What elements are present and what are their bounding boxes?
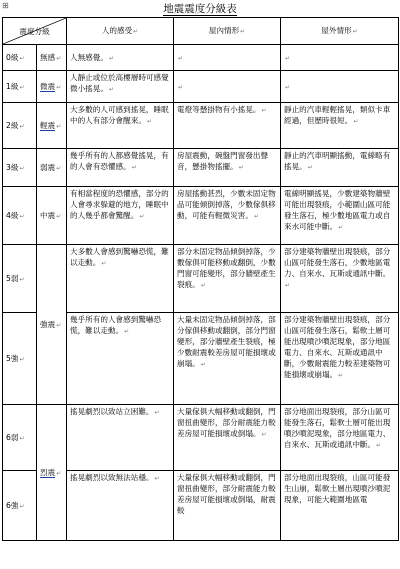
human-cell: 有相當程度的恐懼感，部分的人會尋求躲避的地方，睡眠中的人幾乎都會驚醒。↵ <box>67 187 174 245</box>
header-scale: 震度分級 <box>19 26 50 36</box>
table-row <box>3 103 399 149</box>
outdoor-cell: ↵ <box>281 45 399 71</box>
category-cell: 微震↵ <box>37 71 67 103</box>
category-cell: 烈震↵ <box>37 405 67 541</box>
human-cell: 搖晃劇烈以致無法站穩。↵ <box>67 471 174 541</box>
indoor-cell: ↵ <box>174 71 281 103</box>
page-corner-mark: ⊞ <box>2 1 9 10</box>
category-cell: 輕震↵ <box>37 103 67 149</box>
level-cell: 0級↵ <box>3 45 37 71</box>
outdoor-cell: 靜止的汽車輕輕搖晃，類似卡車經過，但歷時很短。↵ <box>281 103 399 149</box>
outdoor-cell: 靜止的汽車明顯搖動，電線略有搖晃。↵ <box>281 149 399 187</box>
human-cell: 搖晃劇烈以致站立困難。↵ <box>67 405 174 471</box>
table-row <box>3 245 399 313</box>
level-cell: 5弱↵ <box>3 245 37 313</box>
indoor-cell: 房屋搖動甚烈，少數未固定物品可能傾倒掉落，少數傢俱移動，可能有輕微災害。↵ <box>174 187 281 245</box>
category-cell: 弱震↵ <box>37 149 67 187</box>
level-cell: 6弱↵ <box>3 405 37 471</box>
indoor-cell: 大量傢俱大幅移動或翻倒，門窗扭曲變形，部分耐震能力較差房屋可能損壞或倒塌。↵ <box>174 405 281 471</box>
category-cell: 強震↵ <box>37 245 67 405</box>
indoor-cell: 房屋震動，碗盤門窗發出聲音，懸掛物搖擺。↵ <box>174 149 281 187</box>
human-cell: 幾乎所有的人會感到驚嚇恐慌，難以走動。↵ <box>67 313 174 405</box>
table-row <box>3 405 399 471</box>
indoor-cell: ↵ <box>174 45 281 71</box>
indoor-cell: 電燈等懸掛物有小搖晃。↵ <box>174 103 281 149</box>
category-cell: 中震↵ <box>37 187 67 245</box>
human-cell: 人無感覺。↵ <box>67 45 174 71</box>
category-cell: 無感↵ <box>37 45 67 71</box>
table-row <box>3 71 399 103</box>
header-human: 人的感受↵ <box>67 18 174 45</box>
level-cell: 2級↵ <box>3 103 37 149</box>
intensity-table <box>2 17 399 541</box>
table-row <box>3 45 399 71</box>
header-outdoor: 屋外情形↵ <box>281 18 399 45</box>
table-row <box>3 187 399 245</box>
outdoor-cell: 電線明顯搖晃，少數建築物牆壁可能出現裂痕，小範圍山區可能發生落石，極少數地區電力或自來水可能中斷。↵ <box>281 187 399 245</box>
outdoor-cell: 部分建築物牆壁出現裂痕，部分山區可能發生落石，少數地區電力、自來水、瓦斯或通訊中斷。↵ <box>281 245 399 313</box>
header-indoor: 屋內情形↵ <box>174 18 281 45</box>
outdoor-cell: 部分地面出現裂痕，部分山區可能發生落石，鬆軟土層可能出現噴沙噴泥現象，部分地區電力、自來水、瓦斯或通訊中斷。↵ <box>281 405 399 471</box>
header-scale-cell <box>3 18 67 45</box>
level-cell: 5強↵ <box>3 313 37 405</box>
human-cell: 大多數的人可感到搖晃，睡眠中的人有部分會醒來。↵ <box>67 103 174 149</box>
level-cell: 4級↵ <box>3 187 37 245</box>
outdoor-cell: 部分建築物牆壁出現裂痕，部分山區可能發生落石，鬆軟土層可能出現噴沙噴泥現象，部分地區電力、自來水、瓦斯或通訊中斷，少數耐震能力較差建築物可能損壞或崩塌。↵ <box>281 313 399 405</box>
human-cell: 幾乎所有的人都感覺搖晃，有的人會有恐懼感。↵ <box>67 149 174 187</box>
page-title: 地震震度分級表 <box>163 3 237 15</box>
level-cell: 1級↵ <box>3 71 37 103</box>
outdoor-cell: ↵ <box>281 71 399 103</box>
indoor-cell: 大量未固定物品傾倒掉落，部分傢俱移動或翻倒，部分門窗變形，部分牆壁產生裂痕，極少數耐震較差房屋可能損壞或崩塌。↵ <box>174 313 281 405</box>
human-cell: 人靜止或位於高樓層時可感覺微小搖晃。↵ <box>67 71 174 103</box>
level-cell: 6強↵ <box>3 471 37 541</box>
human-cell: 大多數人會感到驚嚇恐慌，難以走動。↵ <box>67 245 174 313</box>
indoor-cell: 大量傢俱大幅移動或翻倒，門窗扭曲變形，部分耐震能力較差房屋可能損壞或倒塌，耐震較 <box>174 471 281 541</box>
outdoor-cell: 部分地面出現裂痕，山區可能發生山崩，鬆軟土層出現噴沙噴泥現象，可能大範圍地區電 <box>281 471 399 541</box>
table-row <box>3 149 399 187</box>
level-cell: 3級↵ <box>3 149 37 187</box>
indoor-cell: 部分未固定物品傾倒掉落，少數傢俱可能移動或翻倒，少數門窗可能變形，部分牆壁產生裂痕。↵ <box>174 245 281 313</box>
